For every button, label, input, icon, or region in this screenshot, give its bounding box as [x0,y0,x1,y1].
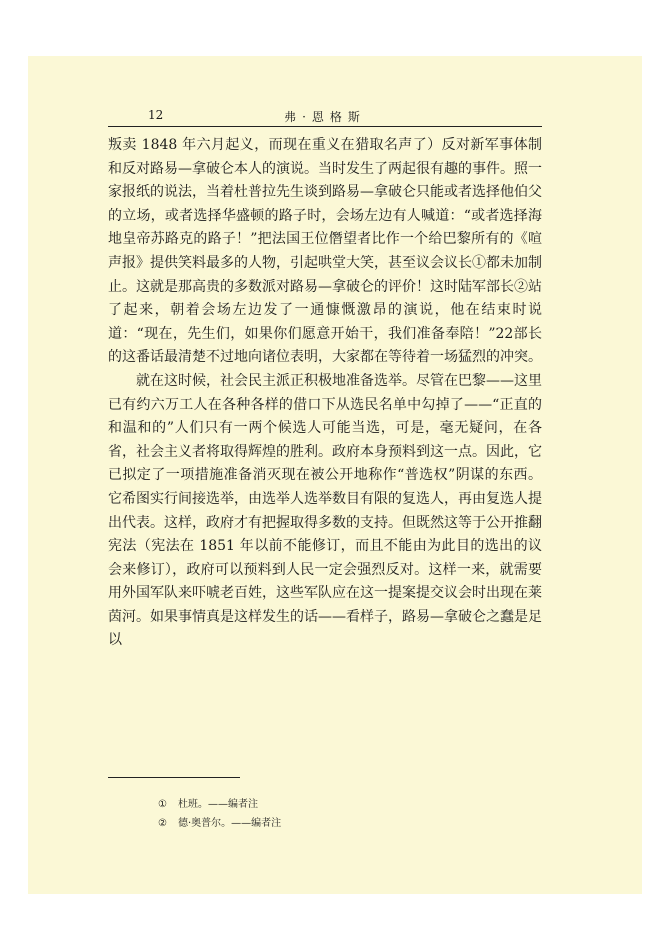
body-text [108,134,542,653]
page-number: 12 [148,108,164,122]
running-title: 弗·恩格斯 [284,110,366,124]
footnote-divider [108,777,240,778]
footnote [158,795,281,814]
paragraph: 叛卖 1848 年六月起义，而现在重义在猎取名声了）反对新军事体制和反对路易—拿破仑本人的演说。当时发生了两起很有趣的事件。照一家报纸的说法，当着杜普拉先生谈到路易—拿破仑只能或者选择他伯父的立场，或者选择华盛顿的路子时，会场左边有人喊道：“或者选择海地皇帝苏路克的路子！”把法国王位僭望者比作一个给巴黎所有的《喧声报》提供笑料最多的人物，引起哄堂大笑，甚至议会议长①都未加制止。这就是那高贵的多数派对路易—拿破仑的评价！这时陆军部长②站了起来，朝着会场左边发了一通慷慨激昂的演说，他在结束时说道：“现在，先生们，如果你们愿意开始干，我们准备奉陪！”22部长的这番话最清楚不过地向诸位表明，大家都在等待着一场猛烈的冲突。 [108,137,542,366]
footnote-mark: ② [158,818,167,829]
footnote-text: 德·奥普尔。——编者注 [178,818,282,829]
paragraph: 就在这时候，社会民主派正积极地准备选举。尽管在巴黎——这里已有约六万工人在各种各样的借口下从选民名单中勾掉了——“正直的和温和的”人们只有一两个候选人可能当选，可是，毫无疑问，在各省，社会主义者将取得辉煌的胜利。政府本身预料到这一点。因此，它已拟定了一项措施准备消灭现在被公开地称作“普选权”阴谋的东西。它希图实行间接选举，由选举人选举数目有限的复选人，再由复选人提出代表。这样，政府才有把握取得多数的支持。但既然这等于公开推翻宪法（宪法在 1851 年以前不能修订，而且不能由为此目的选出的议会来修订），政府可以预料到人民一定会强烈反对。这样一来，就需要用外国军队来吓唬老百姓，这些军队应在这一提案提交议会时出现在莱茵河。如果事情真是这样发生的话——看样子，路易—拿破仑之蠢是足以 [108,372,542,649]
footnote-text: 杜班。——编者注 [178,799,258,810]
footnote [158,814,281,833]
footnotes [158,795,281,833]
page-header [108,106,542,127]
footnote-mark: ① [158,799,167,810]
